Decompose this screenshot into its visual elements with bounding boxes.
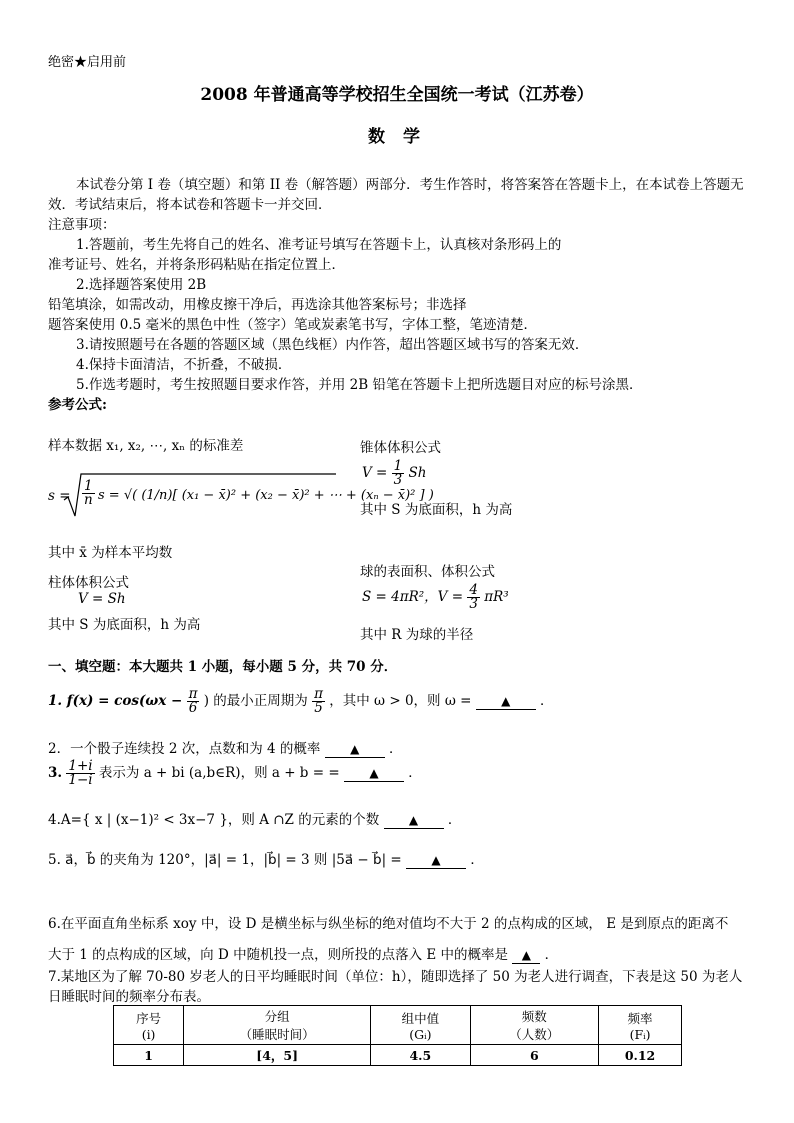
question-4: 4.A={ x | (x−1)² < 3x−7 }，则 A ∩Z 的元素的个数 ▲ ． [48,812,462,828]
answer-blank-4[interactable] [384,812,444,829]
std-formula: s = $\frac{1}{n}$ s = √( (1/n)[ (x₁ − x̄)² + (x₂ − x̄)² + ⋯ + (xₙ − x̄)² ] ) [48,470,338,522]
note-1b: 准考证号、姓名，并将条形码粘贴在指定位置上． [48,257,345,273]
note-3: 3.请按照题号在各题的答题区域（黑色线框）内作答，超出答题区域书写的答案无效． [76,337,589,353]
formula-title: 参考公式: [48,397,107,413]
cone-note: 其中 S 为底面积，h 为高 [360,502,513,518]
intro-paragraph: 本试卷分第 I 卷（填空题）和第 II 卷（解答题）两部分．考生作答时，将答案答在答题卡上，在本试卷上答题无效．考试结束后，将本试卷和答题卡一并交回． [48,177,744,213]
note-2c: 题答案使用 0.5 毫米的黑色中性（签字）笔或炭素笔书写，字体工整，笔迹清楚． [48,317,538,333]
sphere-note: 其中 R 为球的半径 [360,627,474,643]
question-6a: 6.在平面直角坐标系 xoy 中，设 D 是横坐标与纵坐标的绝对值均不大于 2 的点构成的区域， E 是到原点的距离不 [48,916,729,932]
triangle-icon: ▲ [501,694,511,708]
table-row [114,1045,682,1066]
mean-note: 其中 x̄ 为样本平均数 [48,545,173,561]
header-cell: 分组 （睡眠时间） [184,1006,371,1045]
cone-formula: V = $\frac{1}{3}$ Sh [362,458,427,488]
answer-blank-2[interactable] [325,741,385,758]
answer-blank-1[interactable] [476,693,536,710]
question-7a: 7.某地区为了解 70-80 岁老人的日平均睡眠时间（单位：h），随即选择了 50 为老人进行调查，下表是这 50 为老人 [48,969,743,985]
std-label: 样本数据 x₁, x₂, ⋯, xₙ 的标准差 [48,438,244,454]
table-cell: 0.12 [599,1045,682,1066]
cylinder-label: 柱体体积公式 [48,575,129,591]
instructions [48,175,748,415]
triangle-icon: ▲ [350,742,360,756]
sphere-formula: S = 4πR²，V = $\frac{4}{3}$ πR³ [362,582,509,612]
sphere-label: 球的表面积、体积公式 [360,564,495,580]
table-cell: [4，5] [184,1045,371,1066]
header-cell: 频率 (Fᵢ) [599,1006,682,1045]
answer-blank-3[interactable] [344,765,404,782]
exam-title: 2008 年普通高等学校招生全国统一考试（江苏卷） [200,85,594,105]
confidential-label: 绝密★启用前 [48,55,127,70]
table-cell: 6 [470,1045,599,1066]
note-5: 5.作选考题时，考生按照题目要求作答，并用 2B 铅笔在答题卡上把所选题目对应的标号涂黑． [76,377,643,393]
triangle-icon: ▲ [521,948,531,962]
table-cell: 4.5 [371,1045,470,1066]
answer-blank-5[interactable] [406,852,466,869]
std-formula-body: s = √( (1/n)[ (x₁ − x̄)² + (x₂ − x̄)² + ⋯ + (xₙ − x̄)² ] ) [98,488,434,503]
section-heading: 一、填空题：本大题共 1 小题，每小题 5 分，共 70 分． [48,659,398,675]
note-1a: 1.答题前，考生先将自己的姓名、准考证号填写在答题卡上，认真核对条形码上的 [76,237,562,253]
cone-label: 锥体体积公式 [360,440,441,456]
answer-blank-6[interactable] [512,947,540,964]
header-cell: 频数 （人数） [470,1006,599,1045]
question-7b: 日睡眠时间的频率分布表。 [48,989,210,1005]
table-header-row [114,1006,682,1045]
frequency-table [113,1005,682,1066]
note-4: 4.保持卡面清洁，不折叠，不破损． [76,357,292,373]
header-cell: 序号 (i) [114,1006,184,1045]
header-cell: 组中值 (Gᵢ) [371,1006,470,1045]
cylinder-formula: V = Sh [78,591,126,607]
triangle-icon: ▲ [431,853,441,867]
note-2b: 铅笔填涂，如需改动，用橡皮擦干净后，再选涂其他答案标号；非选择 [48,297,467,313]
table-cell: 1 [114,1045,184,1066]
question-1: 1. f(x) = cos(ωx − $\frac{\pi}{6}$ ) 的最小正周期为 $\frac{\pi}{5}$ ，其中 ω > 0，则 ω = ▲ ． [48,686,554,716]
question-6b: 大于 1 的点构成的区域，向 D 中随机投一点，则所投的点落入 E 中的概率是 ▲ ． [48,947,559,963]
notes-title: 注意事项： [48,217,116,233]
note-2a: 2.选择题答案使用 2B [76,277,207,293]
triangle-icon: ▲ [369,766,379,780]
cylinder-note: 其中 S 为底面积，h 为高 [48,617,201,633]
subject-title: 数 学 [368,127,426,147]
std-frac: $\frac{1}{n}$ [84,478,93,508]
triangle-icon: ▲ [408,813,419,827]
question-3: 3. $\frac{1+i}{1-i}$ 表示为 a + bi (a,b∈R)，则 a + b = = ▲ ． [48,758,422,788]
question-2: 2．一个骰子连续投 2 次，点数和为 4 的概率 ▲ ． [48,741,403,757]
question-5: 5. a⃗，b⃗ 的夹角为 120°，|a⃗| = 1，|b⃗| = 3 则 |5a⃗ − b⃗| = ▲ ． [48,852,484,868]
